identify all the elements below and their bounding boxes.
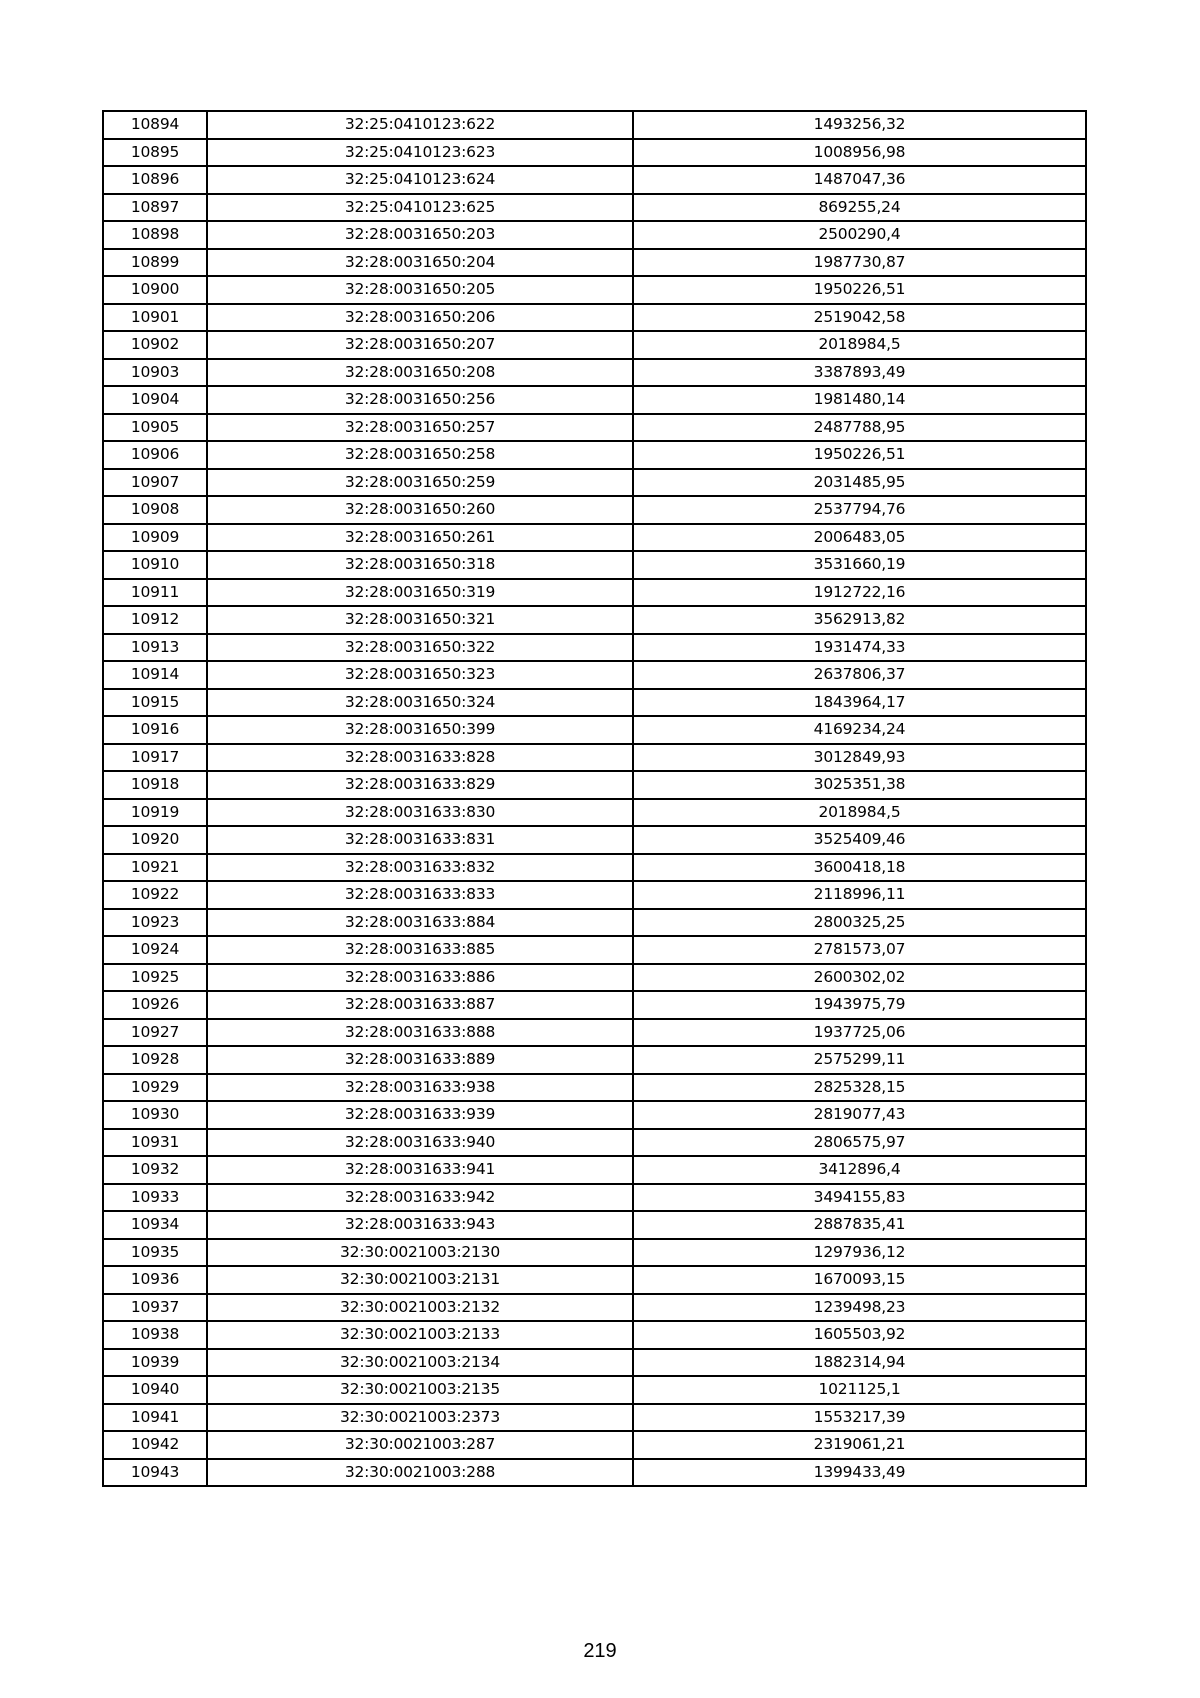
cadastral-value-cell: 3387893,49: [633, 359, 1086, 387]
row-number-cell: 10933: [103, 1184, 207, 1212]
cadastral-value-cell: 2118996,11: [633, 881, 1086, 909]
cadastral-value-cell: 1981480,14: [633, 386, 1086, 414]
cadastral-value-cell: 2781573,07: [633, 936, 1086, 964]
cadastral-number-cell: 32:28:0031650:261: [207, 524, 633, 552]
cadastral-value-cell: 2018984,5: [633, 799, 1086, 827]
cadastral-value-table: [102, 110, 1087, 1487]
cadastral-number-cell: 32:28:0031633:940: [207, 1129, 633, 1157]
table-row: [103, 166, 1086, 194]
table-row: [103, 1129, 1086, 1157]
row-number-cell: 10918: [103, 771, 207, 799]
row-number-cell: 10924: [103, 936, 207, 964]
row-number-cell: 10908: [103, 496, 207, 524]
cadastral-value-cell: 1021125,1: [633, 1376, 1086, 1404]
cadastral-number-cell: 32:28:0031633:829: [207, 771, 633, 799]
cadastral-number-cell: 32:28:0031633:886: [207, 964, 633, 992]
cadastral-value-cell: 2006483,05: [633, 524, 1086, 552]
table-row: [103, 496, 1086, 524]
row-number-cell: 10941: [103, 1404, 207, 1432]
cadastral-number-cell: 32:25:0410123:622: [207, 111, 633, 139]
cadastral-value-cell: 2031485,95: [633, 469, 1086, 497]
cadastral-value-cell: 869255,24: [633, 194, 1086, 222]
cadastral-value-cell: 2500290,4: [633, 221, 1086, 249]
cadastral-number-cell: 32:28:0031633:939: [207, 1101, 633, 1129]
cadastral-value-cell: 2637806,37: [633, 661, 1086, 689]
cadastral-number-cell: 32:25:0410123:623: [207, 139, 633, 167]
cadastral-number-cell: 32:28:0031650:203: [207, 221, 633, 249]
row-number-cell: 10903: [103, 359, 207, 387]
cadastral-value-cell: 3600418,18: [633, 854, 1086, 882]
row-number-cell: 10920: [103, 826, 207, 854]
table-row: [103, 1101, 1086, 1129]
cadastral-number-cell: 32:25:0410123:625: [207, 194, 633, 222]
row-number-cell: 10926: [103, 991, 207, 1019]
cadastral-number-cell: 32:28:0031650:206: [207, 304, 633, 332]
table-row: [103, 249, 1086, 277]
cadastral-number-cell: 32:30:0021003:287: [207, 1431, 633, 1459]
cadastral-value-cell: 3531660,19: [633, 551, 1086, 579]
cadastral-number-cell: 32:28:0031633:884: [207, 909, 633, 937]
table-row: [103, 194, 1086, 222]
cadastral-number-cell: 32:30:0021003:2134: [207, 1349, 633, 1377]
cadastral-value-cell: 2018984,5: [633, 331, 1086, 359]
table-row: [103, 716, 1086, 744]
row-number-cell: 10910: [103, 551, 207, 579]
row-number-cell: 10931: [103, 1129, 207, 1157]
cadastral-number-cell: 32:30:0021003:2373: [207, 1404, 633, 1432]
cadastral-number-cell: 32:28:0031650:322: [207, 634, 633, 662]
cadastral-number-cell: 32:28:0031650:204: [207, 249, 633, 277]
table-row: [103, 359, 1086, 387]
table-row: [103, 854, 1086, 882]
row-number-cell: 10914: [103, 661, 207, 689]
cadastral-number-cell: 32:28:0031633:942: [207, 1184, 633, 1212]
row-number-cell: 10915: [103, 689, 207, 717]
row-number-cell: 10943: [103, 1459, 207, 1487]
cadastral-number-cell: 32:28:0031650:259: [207, 469, 633, 497]
cadastral-number-cell: 32:28:0031650:323: [207, 661, 633, 689]
cadastral-value-cell: 1487047,36: [633, 166, 1086, 194]
table-row: [103, 1431, 1086, 1459]
row-number-cell: 10911: [103, 579, 207, 607]
cadastral-value-cell: 2825328,15: [633, 1074, 1086, 1102]
cadastral-value-cell: 1931474,33: [633, 634, 1086, 662]
table-row: [103, 441, 1086, 469]
cadastral-value-cell: 2575299,11: [633, 1046, 1086, 1074]
cadastral-number-cell: 32:28:0031650:205: [207, 276, 633, 304]
table-row: [103, 771, 1086, 799]
cadastral-value-cell: 1987730,87: [633, 249, 1086, 277]
cadastral-number-cell: 32:28:0031650:207: [207, 331, 633, 359]
cadastral-value-cell: 2537794,76: [633, 496, 1086, 524]
cadastral-number-cell: 32:28:0031633:828: [207, 744, 633, 772]
cadastral-value-cell: 1399433,49: [633, 1459, 1086, 1487]
cadastral-number-cell: 32:30:0021003:2135: [207, 1376, 633, 1404]
cadastral-value-cell: 1882314,94: [633, 1349, 1086, 1377]
row-number-cell: 10934: [103, 1211, 207, 1239]
row-number-cell: 10909: [103, 524, 207, 552]
cadastral-number-cell: 32:28:0031650:256: [207, 386, 633, 414]
row-number-cell: 10907: [103, 469, 207, 497]
cadastral-number-cell: 32:28:0031650:318: [207, 551, 633, 579]
table-row: [103, 1321, 1086, 1349]
row-number-cell: 10936: [103, 1266, 207, 1294]
table-row: [103, 386, 1086, 414]
cadastral-value-cell: 1950226,51: [633, 441, 1086, 469]
cadastral-value-cell: 3412896,4: [633, 1156, 1086, 1184]
table-row: [103, 221, 1086, 249]
cadastral-value-cell: 1912722,16: [633, 579, 1086, 607]
row-number-cell: 10900: [103, 276, 207, 304]
cadastral-value-cell: 1843964,17: [633, 689, 1086, 717]
cadastral-value-cell: 1239498,23: [633, 1294, 1086, 1322]
row-number-cell: 10932: [103, 1156, 207, 1184]
cadastral-number-cell: 32:28:0031633:832: [207, 854, 633, 882]
cadastral-value-cell: 1937725,06: [633, 1019, 1086, 1047]
table-row: [103, 799, 1086, 827]
table-row: [103, 1294, 1086, 1322]
table-row: [103, 936, 1086, 964]
cadastral-number-cell: 32:28:0031633:833: [207, 881, 633, 909]
cadastral-number-cell: 32:28:0031633:887: [207, 991, 633, 1019]
cadastral-number-cell: 32:28:0031650:260: [207, 496, 633, 524]
cadastral-number-cell: 32:28:0031650:319: [207, 579, 633, 607]
table-row: [103, 1266, 1086, 1294]
cadastral-number-cell: 32:30:0021003:2133: [207, 1321, 633, 1349]
table-row: [103, 991, 1086, 1019]
cadastral-number-cell: 32:28:0031650:324: [207, 689, 633, 717]
table-row: [103, 881, 1086, 909]
row-number-cell: 10906: [103, 441, 207, 469]
cadastral-value-cell: 4169234,24: [633, 716, 1086, 744]
table-row: [103, 1019, 1086, 1047]
table-row: [103, 964, 1086, 992]
table-row: [103, 1156, 1086, 1184]
row-number-cell: 10935: [103, 1239, 207, 1267]
table-row: [103, 634, 1086, 662]
table-row: [103, 689, 1086, 717]
row-number-cell: 10923: [103, 909, 207, 937]
cadastral-value-cell: 3012849,93: [633, 744, 1086, 772]
cadastral-number-cell: 32:28:0031633:938: [207, 1074, 633, 1102]
row-number-cell: 10942: [103, 1431, 207, 1459]
cadastral-value-cell: 2600302,02: [633, 964, 1086, 992]
cadastral-number-cell: 32:25:0410123:624: [207, 166, 633, 194]
cadastral-value-cell: 2487788,95: [633, 414, 1086, 442]
row-number-cell: 10917: [103, 744, 207, 772]
cadastral-number-cell: 32:28:0031650:321: [207, 606, 633, 634]
cadastral-value-cell: 2806575,97: [633, 1129, 1086, 1157]
row-number-cell: 10894: [103, 111, 207, 139]
table-row: [103, 276, 1086, 304]
table-row: [103, 579, 1086, 607]
cadastral-number-cell: 32:28:0031633:888: [207, 1019, 633, 1047]
table-row: [103, 551, 1086, 579]
table-row: [103, 1074, 1086, 1102]
table-row: [103, 909, 1086, 937]
row-number-cell: 10898: [103, 221, 207, 249]
row-number-cell: 10937: [103, 1294, 207, 1322]
cadastral-number-cell: 32:28:0031633:941: [207, 1156, 633, 1184]
cadastral-number-cell: 32:28:0031650:257: [207, 414, 633, 442]
table-row: [103, 111, 1086, 139]
row-number-cell: 10939: [103, 1349, 207, 1377]
cadastral-value-cell: 1553217,39: [633, 1404, 1086, 1432]
cadastral-number-cell: 32:30:0021003:2131: [207, 1266, 633, 1294]
table-row: [103, 469, 1086, 497]
row-number-cell: 10938: [103, 1321, 207, 1349]
row-number-cell: 10901: [103, 304, 207, 332]
row-number-cell: 10928: [103, 1046, 207, 1074]
cadastral-number-cell: 32:28:0031650:208: [207, 359, 633, 387]
table-row: [103, 744, 1086, 772]
cadastral-value-cell: 3025351,38: [633, 771, 1086, 799]
row-number-cell: 10899: [103, 249, 207, 277]
row-number-cell: 10916: [103, 716, 207, 744]
cadastral-number-cell: 32:30:0021003:2132: [207, 1294, 633, 1322]
row-number-cell: 10927: [103, 1019, 207, 1047]
cadastral-value-cell: 3525409,46: [633, 826, 1086, 854]
row-number-cell: 10922: [103, 881, 207, 909]
table-row: [103, 331, 1086, 359]
page-number: 219: [583, 1640, 617, 1662]
table-row: [103, 1211, 1086, 1239]
cadastral-value-cell: 1008956,98: [633, 139, 1086, 167]
cadastral-value-cell: 2819077,43: [633, 1101, 1086, 1129]
cadastral-number-cell: 32:30:0021003:2130: [207, 1239, 633, 1267]
table-row: [103, 414, 1086, 442]
cadastral-value-cell: 2319061,21: [633, 1431, 1086, 1459]
row-number-cell: 10904: [103, 386, 207, 414]
row-number-cell: 10921: [103, 854, 207, 882]
cadastral-value-cell: 1605503,92: [633, 1321, 1086, 1349]
table-row: [103, 826, 1086, 854]
cadastral-number-cell: 32:28:0031633:831: [207, 826, 633, 854]
cadastral-number-cell: 32:28:0031633:943: [207, 1211, 633, 1239]
cadastral-number-cell: 32:28:0031650:399: [207, 716, 633, 744]
cadastral-number-cell: 32:30:0021003:288: [207, 1459, 633, 1487]
cadastral-value-cell: 3494155,83: [633, 1184, 1086, 1212]
row-number-cell: 10913: [103, 634, 207, 662]
row-number-cell: 10897: [103, 194, 207, 222]
cadastral-value-cell: 1493256,32: [633, 111, 1086, 139]
cadastral-number-cell: 32:28:0031633:830: [207, 799, 633, 827]
row-number-cell: 10929: [103, 1074, 207, 1102]
table-row: [103, 606, 1086, 634]
row-number-cell: 10905: [103, 414, 207, 442]
row-number-cell: 10919: [103, 799, 207, 827]
cadastral-value-cell: 2887835,41: [633, 1211, 1086, 1239]
row-number-cell: 10895: [103, 139, 207, 167]
table-row: [103, 139, 1086, 167]
table-row: [103, 1349, 1086, 1377]
row-number-cell: 10925: [103, 964, 207, 992]
table-row: [103, 1239, 1086, 1267]
cadastral-number-cell: 32:28:0031650:258: [207, 441, 633, 469]
cadastral-value-cell: 3562913,82: [633, 606, 1086, 634]
table-row: [103, 1376, 1086, 1404]
cadastral-value-cell: 2800325,25: [633, 909, 1086, 937]
table-body: [103, 111, 1086, 1486]
table-row: [103, 661, 1086, 689]
row-number-cell: 10912: [103, 606, 207, 634]
cadastral-number-cell: 32:28:0031633:885: [207, 936, 633, 964]
table-row: [103, 304, 1086, 332]
table-row: [103, 524, 1086, 552]
row-number-cell: 10940: [103, 1376, 207, 1404]
cadastral-number-cell: 32:28:0031633:889: [207, 1046, 633, 1074]
table-row: [103, 1459, 1086, 1487]
row-number-cell: 10902: [103, 331, 207, 359]
cadastral-value-cell: 2519042,58: [633, 304, 1086, 332]
table-row: [103, 1404, 1086, 1432]
cadastral-value-cell: 1670093,15: [633, 1266, 1086, 1294]
cadastral-value-cell: 1950226,51: [633, 276, 1086, 304]
cadastral-value-cell: 1943975,79: [633, 991, 1086, 1019]
table-row: [103, 1184, 1086, 1212]
row-number-cell: 10930: [103, 1101, 207, 1129]
cadastral-value-cell: 1297936,12: [633, 1239, 1086, 1267]
row-number-cell: 10896: [103, 166, 207, 194]
table-row: [103, 1046, 1086, 1074]
